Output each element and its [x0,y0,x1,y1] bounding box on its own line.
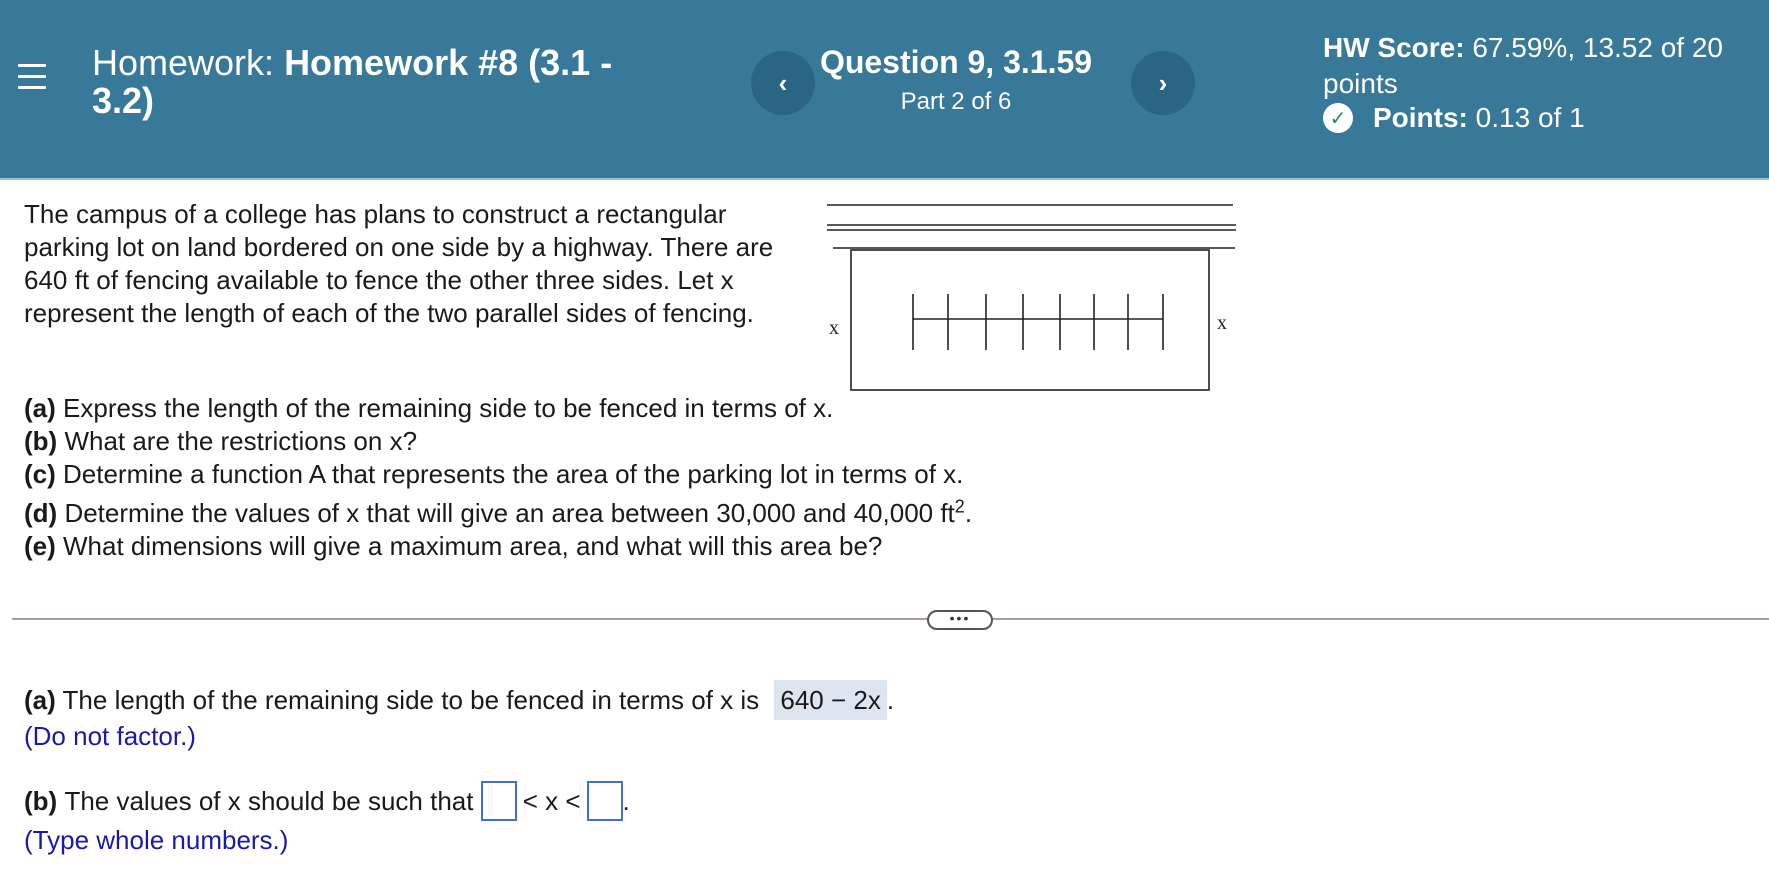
part-a: (a) Express the length of the remaining side to be fenced in terms of x. [24,393,834,423]
question-part: Part 2 of 6 [900,88,1012,115]
right-side-label: x [1217,312,1227,334]
inequality-middle: < x < [522,786,581,816]
parking-lot-rectangle [851,250,1209,390]
part-d: (d) Determine the values of x that will give an area between 30,000 and 40,000 $ft^2$. [24,496,973,528]
points-value: 0.13 of 1 [1475,102,1585,133]
parking-lot-diagram [823,200,1243,400]
question-parts [24,392,1024,563]
lower-bound-input[interactable] [481,781,517,821]
hw-score [1323,30,1763,102]
answer-b-note: (Type whole numbers.) [24,825,289,855]
next-question-button[interactable]: › [1131,51,1195,115]
previous-question-button[interactable]: ‹ [751,51,815,115]
hw-score-value: 67.59%, 13.52 of 20 points [1323,32,1724,99]
problem-statement: The campus of a college has plans to construct a rectangular parking lot on land bordered on one side by a highway. There are 640 ft of fencing available to fence the other three sides. Let x represent the length of each of the two parallel sides of fencing. [24,199,774,328]
homework-title [92,44,652,120]
answer-a-value: 640 − 2x [774,680,886,720]
header-bar [0,0,1769,180]
question-points [1323,102,1585,134]
partial-credit-icon: ✓ [1323,103,1353,133]
left-side-label: x [829,317,839,339]
answer-a: (a) The length of the remaining side to be fenced in terms of x is 640 − 2x . [24,680,894,720]
show-more-button[interactable]: ••• [927,610,993,630]
answer-b-text: The values of x should be such that [64,786,474,816]
points-label: Points: [1373,102,1468,133]
answer-a-note: (Do not factor.) [24,721,196,751]
section-divider [12,618,1769,620]
homework-prefix: Homework: [92,42,275,83]
part-b: (b) What are the restrictions on x? [24,426,418,456]
hw-score-label: HW Score: [1323,32,1465,63]
menu-icon[interactable] [18,64,46,90]
part-e: (e) What dimensions will give a maximum area, and what will this area be? [24,531,883,561]
answer-b-label: (b) [24,786,58,816]
answer-a-label: (a) [24,685,56,715]
homework-name: Homework #8 (3.1 - 3.2) [92,42,613,121]
answer-b: (b) The values of x should be such that < x < . [24,780,630,822]
upper-bound-input[interactable] [587,781,623,821]
part-c: (c) Determine a function A that represents the area of the parking lot in terms of x. [24,459,964,489]
question-title: Question 9, 3.1.59 [819,44,1093,80]
answer-a-text: The length of the remaining side to be fenced in terms of x is [62,685,760,715]
